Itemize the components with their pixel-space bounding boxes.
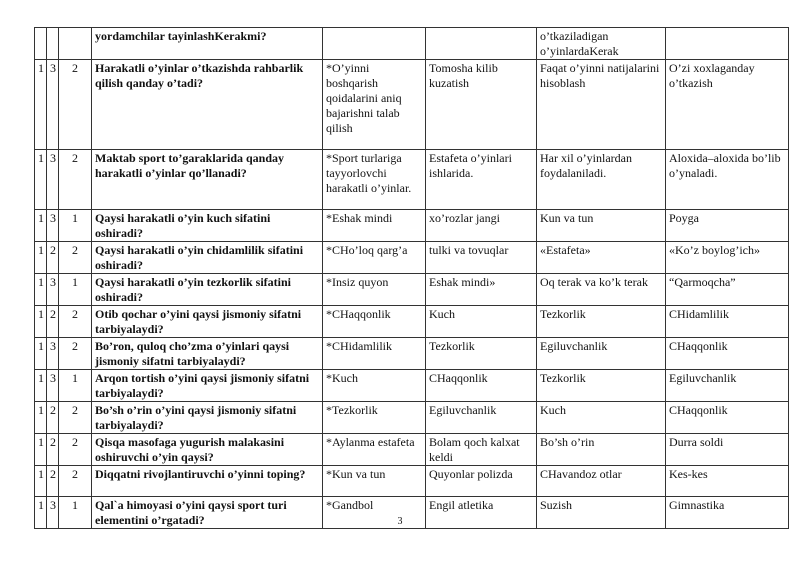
option-4-cell: Aloxida–aloxida bo’lib o’ynaladi. xyxy=(666,150,789,210)
correct-answer-cell: *Sport turlariga tayyorlovchi harakatli o’yinlar. xyxy=(323,150,426,210)
option-4-cell: Durra soldi xyxy=(666,434,789,466)
difficulty-cell xyxy=(47,28,59,60)
score-cell: 2 xyxy=(59,338,92,370)
table-row xyxy=(35,338,789,370)
score-cell: 2 xyxy=(59,466,92,497)
question-cell: Diqqatni rivojlantiruvchi o’yinni toping? xyxy=(92,466,323,497)
score-cell: 2 xyxy=(59,242,92,274)
option-4-cell: Poyga xyxy=(666,210,789,242)
option-4-cell: Gimnastika xyxy=(666,497,789,529)
correct-answer-cell: *O’yinni boshqarish qoidalarini aniq bajarishni talab qilish xyxy=(323,60,426,150)
table-row xyxy=(35,28,789,60)
option-2-cell: CHaqqonlik xyxy=(426,370,537,402)
option-3-cell: Tezkorlik xyxy=(537,370,666,402)
score-cell: 2 xyxy=(59,60,92,150)
option-4-cell: CHaqqonlik xyxy=(666,338,789,370)
difficulty-cell: 3 xyxy=(47,497,59,529)
difficulty-cell: 2 xyxy=(47,434,59,466)
option-3-cell: Suzish xyxy=(537,497,666,529)
difficulty-cell: 2 xyxy=(47,402,59,434)
option-4-cell: «Ko’z boylog’ich» xyxy=(666,242,789,274)
table-row xyxy=(35,466,789,497)
score-cell: 2 xyxy=(59,402,92,434)
score-cell: 1 xyxy=(59,274,92,306)
question-cell: Qaysi harakatli o’yin tezkorlik sifatini oshiradi? xyxy=(92,274,323,306)
table-row xyxy=(35,150,789,210)
difficulty-cell: 2 xyxy=(47,466,59,497)
correct-answer-cell xyxy=(323,28,426,60)
option-2-cell: Egiluvchanlik xyxy=(426,402,537,434)
option-3-cell: «Estafeta» xyxy=(537,242,666,274)
correct-answer-cell: *CHidamlilik xyxy=(323,338,426,370)
level-cell: 1 xyxy=(35,434,47,466)
question-cell: Arqon tortish o’yini qaysi jismoniy sifatni tarbiyalaydi? xyxy=(92,370,323,402)
option-3-cell: Faqat o’yinni natijalarini hisoblash xyxy=(537,60,666,150)
table-row xyxy=(35,434,789,466)
question-cell: yordamchilar tayinlashKerakmi? xyxy=(92,28,323,60)
option-2-cell: xo’rozlar jangi xyxy=(426,210,537,242)
option-4-cell: Egiluvchanlik xyxy=(666,370,789,402)
question-cell: Qisqa masofaga yugurish malakasini oshiruvchi o’yin qaysi? xyxy=(92,434,323,466)
correct-answer-cell: *Kun va tun xyxy=(323,466,426,497)
question-cell: Qaysi harakatli o’yin kuch sifatini oshiradi? xyxy=(92,210,323,242)
difficulty-cell: 2 xyxy=(47,306,59,338)
correct-answer-cell: *CHo’loq qarg’a xyxy=(323,242,426,274)
question-table-body xyxy=(35,28,789,529)
option-3-cell: Bo’sh o’rin xyxy=(537,434,666,466)
option-3-cell: Egiluvchanlik xyxy=(537,338,666,370)
option-2-cell: Tezkorlik xyxy=(426,338,537,370)
option-3-cell: Tezkorlik xyxy=(537,306,666,338)
table-row xyxy=(35,306,789,338)
question-cell: Bo’sh o’rin o’yini qaysi jismoniy sifatni tarbiyalaydi? xyxy=(92,402,323,434)
score-cell: 1 xyxy=(59,370,92,402)
level-cell: 1 xyxy=(35,150,47,210)
table-row xyxy=(35,242,789,274)
option-2-cell xyxy=(426,28,537,60)
level-cell: 1 xyxy=(35,210,47,242)
page-number: 3 xyxy=(397,516,403,527)
option-3-cell: Oq terak va ko’k terak xyxy=(537,274,666,306)
option-4-cell: “Qarmoqcha” xyxy=(666,274,789,306)
question-cell: Maktab sport to’garaklarida qanday harakatli o’yinlar qo’llanadi? xyxy=(92,150,323,210)
difficulty-cell: 3 xyxy=(47,150,59,210)
level-cell: 1 xyxy=(35,497,47,529)
difficulty-cell: 3 xyxy=(47,274,59,306)
question-table xyxy=(34,27,789,529)
correct-answer-cell: *Aylanma estafeta xyxy=(323,434,426,466)
option-2-cell: Tomosha kilib kuzatish xyxy=(426,60,537,150)
correct-answer-cell: *Eshak mindi xyxy=(323,210,426,242)
option-3-cell: Har xil o’yinlardan foydalaniladi. xyxy=(537,150,666,210)
option-2-cell: tulki va tovuqlar xyxy=(426,242,537,274)
table-row xyxy=(35,402,789,434)
correct-answer-cell: *Gandbol xyxy=(323,497,426,529)
level-cell: 1 xyxy=(35,274,47,306)
question-cell: Harakatli o’yinlar o’tkazishda rahbarlik qilish qanday o’tadi? xyxy=(92,60,323,150)
level-cell: 1 xyxy=(35,60,47,150)
score-cell: 1 xyxy=(59,210,92,242)
option-4-cell xyxy=(666,28,789,60)
level-cell: 1 xyxy=(35,242,47,274)
option-2-cell: Estafeta o’yinlari ishlarida. xyxy=(426,150,537,210)
table-row xyxy=(35,210,789,242)
question-cell: Otib qochar o’yini qaysi jismoniy sifatni tarbiyalaydi? xyxy=(92,306,323,338)
score-cell: 1 xyxy=(59,497,92,529)
correct-answer-cell: *Tezkorlik xyxy=(323,402,426,434)
option-2-cell: Quyonlar polizda xyxy=(426,466,537,497)
option-4-cell: Kes-kes xyxy=(666,466,789,497)
option-2-cell: Kuch xyxy=(426,306,537,338)
difficulty-cell: 3 xyxy=(47,210,59,242)
correct-answer-cell: *Insiz quyon xyxy=(323,274,426,306)
correct-answer-cell: *Kuch xyxy=(323,370,426,402)
question-cell: Qaysi harakatli o’yin chidamlilik sifatini oshiradi? xyxy=(92,242,323,274)
option-2-cell: Engil atletika xyxy=(426,497,537,529)
option-3-cell: Kun va tun xyxy=(537,210,666,242)
correct-answer-cell: *CHaqqonlik xyxy=(323,306,426,338)
difficulty-cell: 3 xyxy=(47,338,59,370)
option-2-cell: Eshak mindi» xyxy=(426,274,537,306)
option-4-cell: CHidamlilik xyxy=(666,306,789,338)
score-cell: 2 xyxy=(59,306,92,338)
level-cell: 1 xyxy=(35,306,47,338)
option-3-cell: CHavandoz otlar xyxy=(537,466,666,497)
level-cell: 1 xyxy=(35,338,47,370)
score-cell xyxy=(59,28,92,60)
level-cell xyxy=(35,28,47,60)
difficulty-cell: 3 xyxy=(47,60,59,150)
question-cell: Bo’ron, quloq cho’zma o’yinlari qaysi jismoniy sifatni tarbiyalaydi? xyxy=(92,338,323,370)
level-cell: 1 xyxy=(35,370,47,402)
option-2-cell: Bolam qoch kalxat keldi xyxy=(426,434,537,466)
table-row xyxy=(35,60,789,150)
score-cell: 2 xyxy=(59,434,92,466)
difficulty-cell: 3 xyxy=(47,370,59,402)
table-row xyxy=(35,274,789,306)
option-4-cell: O’zi xoxlaganday o’tkazish xyxy=(666,60,789,150)
score-cell: 2 xyxy=(59,150,92,210)
difficulty-cell: 2 xyxy=(47,242,59,274)
option-3-cell: Kuch xyxy=(537,402,666,434)
level-cell: 1 xyxy=(35,466,47,497)
option-4-cell: CHaqqonlik xyxy=(666,402,789,434)
question-cell: Qal`a himoyasi o’yini qaysi sport turi elementini o’rgatadi? xyxy=(92,497,323,529)
table-row xyxy=(35,370,789,402)
level-cell: 1 xyxy=(35,402,47,434)
option-3-cell: o’tkaziladigan o’yinlardaKerak xyxy=(537,28,666,60)
